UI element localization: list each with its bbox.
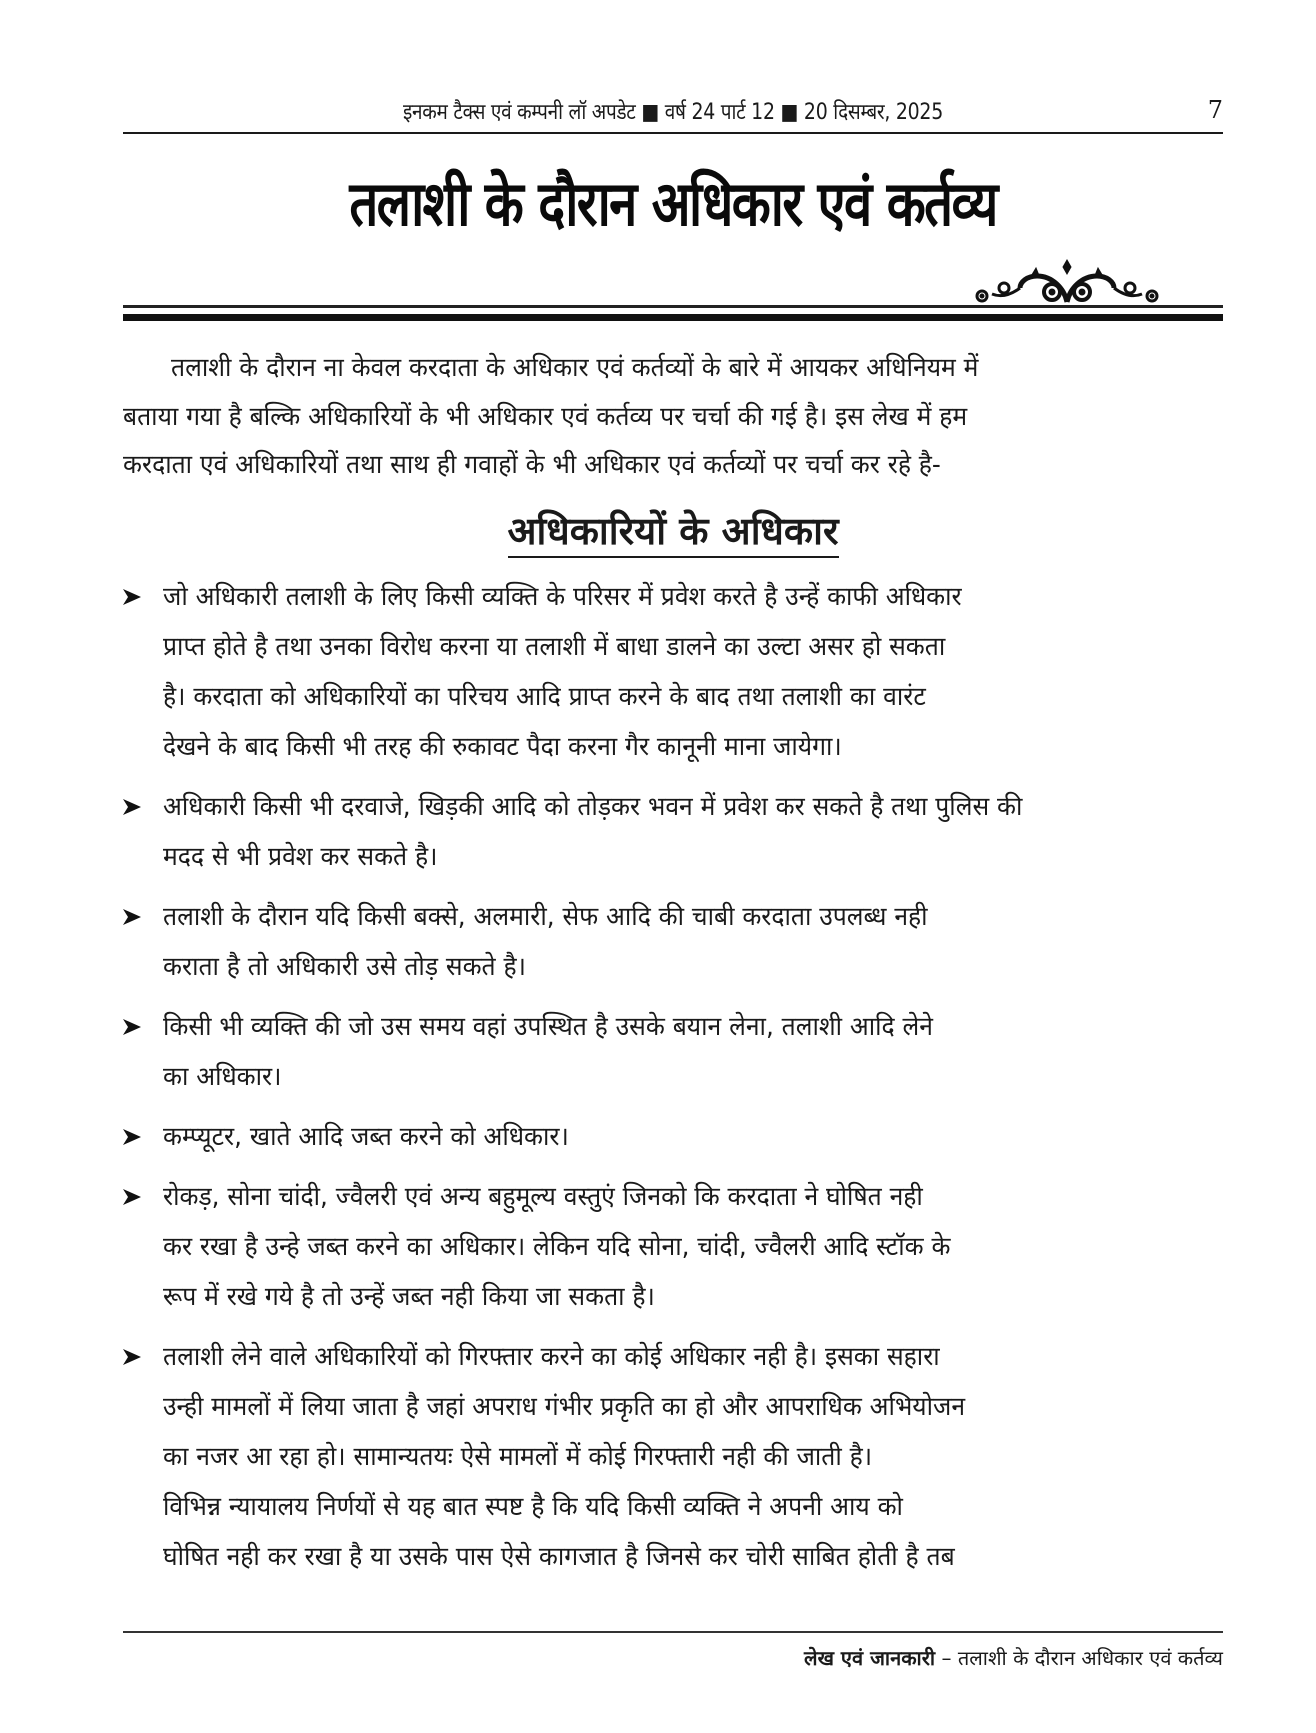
volume-issue: वर्ष 24 पार्ट 12	[664, 100, 775, 125]
list-item-line	[163, 1332, 1223, 1382]
publication-name: इनकम टैक्स एवं कम्पनी लॉ अपडेट	[403, 100, 636, 125]
title-divider-thick	[123, 314, 1223, 321]
list-item-text: का अधिकार।	[163, 1062, 282, 1092]
list-item-line	[163, 942, 1223, 992]
scroll-ornament-icon	[972, 258, 1162, 304]
header-text	[200, 96, 1146, 126]
intro-line	[123, 441, 1223, 490]
footer-section-label: लेख एवं जानकारी	[804, 1646, 936, 1670]
list-item-text: का नजर आ रहा हो। सामान्यतयः ऐसे मामलों में कोई गिरफ्तारी नही की जाती है।	[163, 1442, 873, 1472]
list-item-line	[163, 622, 1223, 672]
list-item	[123, 892, 1223, 992]
list-item-line	[163, 1002, 1223, 1052]
page-number: 7	[1207, 96, 1223, 124]
list-item-line	[163, 672, 1223, 722]
list-item	[123, 1112, 1223, 1162]
arrowhead-bullet-icon	[123, 909, 141, 925]
footer-dash: –	[941, 1646, 952, 1670]
arrowhead-bullet-icon	[123, 799, 141, 815]
list-item-line	[163, 1172, 1223, 1222]
arrowhead-bullet-icon	[123, 1189, 141, 1205]
header-divider	[123, 132, 1223, 134]
intro-line-text: बताया गया है बल्कि अधिकारियों के भी अधिकार एवं कर्तव्य पर चर्चा की गई है। इस लेख में हम	[123, 401, 968, 432]
list-item-text: है। करदाता को अधिकारियों का परिचय आदि प्राप्त करने के बाद तथा तलाशी का वारंट	[163, 682, 926, 712]
intro-line-text: करदाता एवं अधिकारियों तथा साथ ही गवाहों के भी अधिकार एवं कर्तव्यों पर चर्चा कर रहे है-	[123, 450, 941, 480]
list-item-line	[163, 1272, 1223, 1322]
list-item-line	[163, 832, 1223, 882]
list-item-text: देखने के बाद किसी भी तरह की रुकावट पैदा करना गैर कानूनी माना जायेगा।	[163, 732, 842, 762]
list-item	[123, 782, 1223, 882]
list-item-line	[163, 1052, 1223, 1102]
list-item-line	[163, 892, 1223, 942]
running-header	[123, 96, 1223, 132]
list-item-text: अधिकारी किसी भी दरवाजे, खिड़की आदि को तोड़कर भवन में प्रवेश कर सकते है तथा पुलिस की	[163, 792, 1023, 822]
list-item-text: प्राप्त होते है तथा उनका विरोध करना या तलाशी में बाधा डालने का उल्टा असर हो सकता	[163, 632, 946, 662]
separator-icon: ■	[780, 100, 799, 125]
arrowhead-bullet-icon	[123, 1019, 141, 1035]
list-item-text: रूप में रखे गये है तो उन्हें जब्त नही किया जा सकता है।	[163, 1282, 655, 1312]
list-item-text: मदद से भी प्रवेश कर सकते है।	[163, 842, 438, 872]
list-item-text: किसी भी व्यक्ति की जो उस समय वहां उपस्थित है उसके बयान लेना, तलाशी आदि लेने	[163, 1012, 933, 1042]
list-item-line	[163, 782, 1223, 832]
list-item-line	[163, 1482, 1223, 1532]
intro-line	[123, 393, 1223, 442]
list-item-line	[163, 1112, 1223, 1162]
section-heading	[123, 508, 1223, 558]
list-item	[123, 1172, 1223, 1322]
arrowhead-bullet-icon	[123, 589, 141, 605]
footer-divider	[123, 1631, 1223, 1633]
running-footer	[123, 1644, 1223, 1671]
list-item-text: तलाशी लेने वाले अधिकारियों को गिरफ्तार करने का कोई अधिकार नही है। इसका सहारा	[163, 1342, 940, 1372]
list-item-text: तलाशी के दौरान यदि किसी बक्से, अलमारी, सेफ आदि की चाबी करदाता उपलब्ध नही	[163, 902, 928, 932]
list-item-text: कर रखा है उन्हे जब्त करने का अधिकार। लेकिन यदि सोना, चांदी, ज्वैलरी आदि स्टॉक के	[163, 1232, 951, 1262]
list-item-line	[163, 722, 1223, 772]
section-heading-text: अधिकारियों के अधिकार	[508, 508, 839, 558]
list-item-line	[163, 1532, 1223, 1582]
intro-paragraph	[123, 344, 1223, 490]
list-item-line	[163, 1432, 1223, 1482]
article-title: तलाशी के दौरान अधिकार एवं कर्तव्य	[349, 167, 997, 240]
list-item-line	[163, 572, 1223, 622]
list-item-text: घोषित नही कर रखा है या उसके पास ऐसे कागजात है जिनसे कर चोरी साबित होती है तब	[163, 1542, 955, 1572]
footer-article-title: तलाशी के दौरान अधिकार एवं कर्तव्य	[957, 1646, 1223, 1670]
intro-line	[123, 344, 1223, 393]
list-item-text: कराता है तो अधिकारी उसे तोड़ सकते है।	[163, 952, 526, 982]
rights-list	[123, 572, 1223, 1592]
list-item-text: रोकड़, सोना चांदी, ज्वैलरी एवं अन्य बहुमूल्य वस्तुएं जिनको कि करदाता ने घोषित नही	[163, 1182, 923, 1212]
title-divider-thin	[123, 305, 1223, 308]
list-item	[123, 1002, 1223, 1102]
list-item-text: जो अधिकारी तलाशी के लिए किसी व्यक्ति के परिसर में प्रवेश करते है उन्हें काफी अधिकार	[163, 582, 962, 612]
separator-icon: ■	[641, 100, 659, 125]
list-item-text: कम्प्यूटर, खाते आदि जब्त करने को अधिकार।	[163, 1122, 569, 1152]
list-item-text: विभिन्न न्यायालय निर्णयों से यह बात स्पष्ट है कि यदि किसी व्यक्ति ने अपनी आय को	[163, 1492, 903, 1522]
list-item-text: उन्ही मामलों में लिया जाता है जहां अपराध गंभीर प्रकृति का हो और आपराधिक अभियोजन	[163, 1392, 966, 1422]
issue-date: 20 दिसम्बर, 2025	[803, 100, 943, 125]
list-item-line	[163, 1382, 1223, 1432]
arrowhead-bullet-icon	[123, 1349, 141, 1365]
arrowhead-bullet-icon	[123, 1129, 141, 1145]
list-item	[123, 572, 1223, 772]
list-item	[123, 1332, 1223, 1582]
list-item-line	[163, 1222, 1223, 1272]
intro-line-text: तलाशी के दौरान ना केवल करदाता के अधिकार एवं कर्तव्यों के बारे में आयकर अधिनियम में	[171, 353, 979, 383]
